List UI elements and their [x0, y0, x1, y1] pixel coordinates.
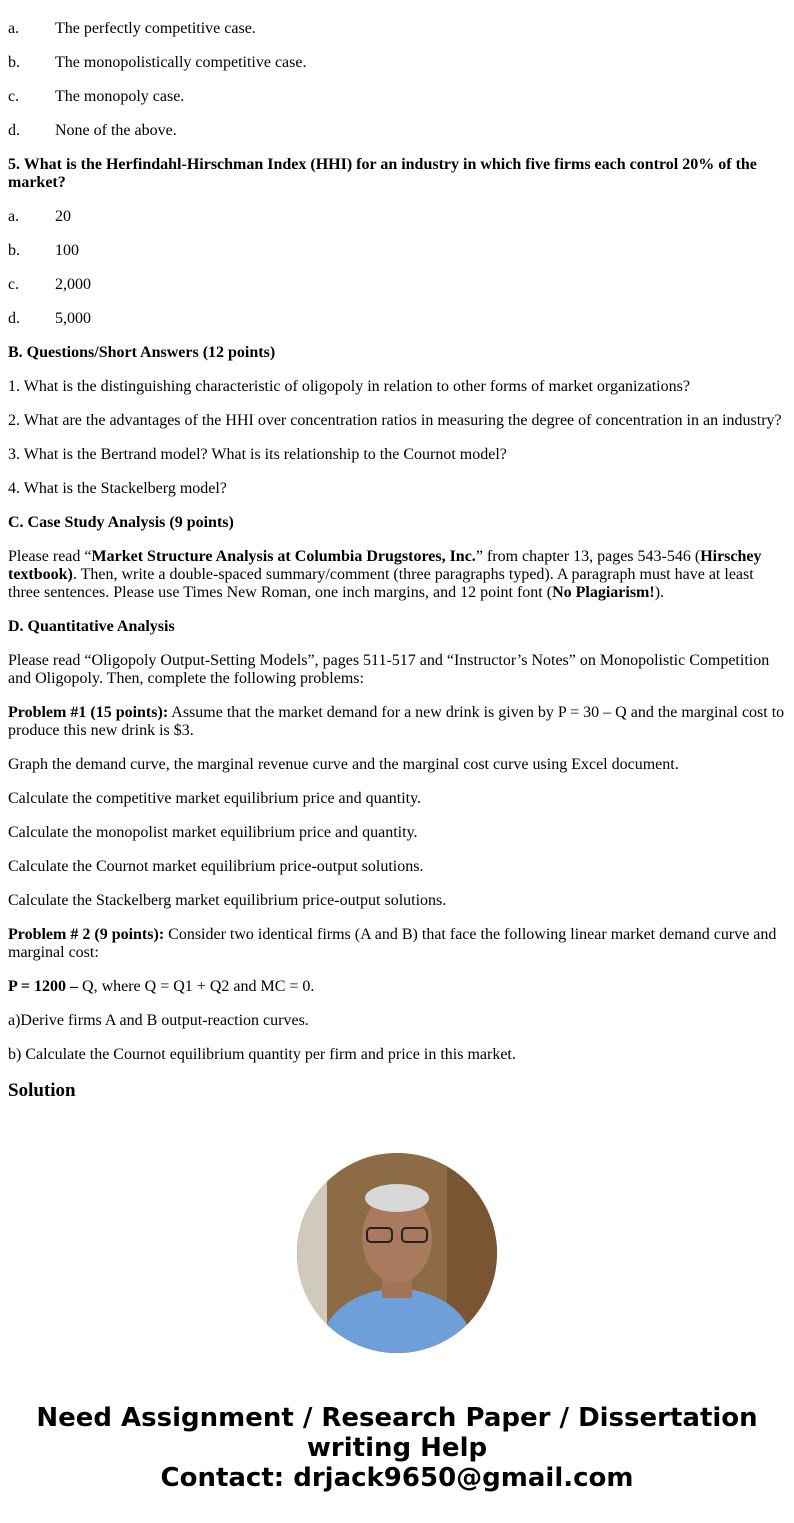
author-avatar [297, 1153, 497, 1353]
question-item: 1. What is the distinguishing characteristic of oligopoly in relation to other forms of market organizations? [8, 378, 690, 395]
q5-option-c: c. 2,000 [8, 276, 91, 293]
problem-1-item: Graph the demand curve, the marginal revenue curve and the marginal cost curve using Excel document. [8, 756, 679, 773]
q4-option-d: d. None of the above. [8, 122, 177, 139]
section-d-heading: D. Quantitative Analysis [8, 618, 175, 635]
q4-option-a: a. The perfectly competitive case. [8, 20, 256, 37]
section-c-heading: C. Case Study Analysis (9 points) [8, 514, 234, 531]
problem-1-item: Calculate the Stackelberg market equilibrium price-output solutions. [8, 892, 447, 909]
problem-1-item: Calculate the Cournot market equilibrium price-output solutions. [8, 858, 424, 875]
q4-option-b: b. The monopolistically competitive case. [8, 54, 307, 71]
problem-1-item: Calculate the competitive market equilibrium price and quantity. [8, 790, 422, 807]
problem-2-item: b) Calculate the Cournot equilibrium quantity per firm and price in this market. [8, 1046, 516, 1063]
document [8, 0, 786, 1102]
solution-heading: Solution [8, 1080, 76, 1101]
problem-1: Problem #1 (15 points): Assume that the market demand for a new drink is given by P = 30 – Q and the marginal cost to produce this new drink is $3. [8, 704, 785, 739]
section-d-intro: Please read “Oligopoly Output-Setting Models”, pages 511-517 and “Instructor’s Notes” on Monopolistic Competition and Oligopoly. Then, complete the following problems: [8, 652, 770, 687]
problem-1-item: Calculate the monopolist market equilibrium price and quantity. [8, 824, 418, 841]
case-study-text: Please read “Market Structure Analysis at Columbia Drugstores, Inc.” from chapter 13, pages 543-546 (Hirschey textbook). Then, write a double-spaced summary/comment (three paragraphs typed). A paragraph must have at least three sentences. Please use Times New Roman, one inch margins, and 12 point font (No Plagiarism!). [8, 548, 762, 601]
section-b-heading: B. Questions/Short Answers (12 points) [8, 344, 276, 361]
question-item: 4. What is the Stackelberg model? [8, 480, 227, 497]
question-item: 2. What are the advantages of the HHI over concentration ratios in measuring the degree of concentration in an industry? [8, 412, 782, 429]
q4-option-c: c. The monopoly case. [8, 88, 185, 105]
problem-2-equation: P = 1200 – Q, where Q = Q1 + Q2 and MC = 0. [8, 978, 315, 995]
problem-2: Problem # 2 (9 points): Consider two identical firms (A and B) that face the following linear market demand curve and marginal cost: [8, 926, 777, 961]
q5-option-b: b. 100 [8, 242, 79, 259]
contact-footer: Need Assignment / Research Paper / Dissertation writing Help Contact: drjack9650@gmail.com [36, 1403, 758, 1493]
q5-option-d: d. 5,000 [8, 310, 91, 327]
q5-option-a: a. 20 [8, 208, 71, 225]
q5-question: 5. What is the Herfindahl-Hirschman Index (HHI) for an industry in which five firms each control 20% of the market? [8, 156, 757, 191]
problem-2-item: a)Derive firms A and B output-reaction curves. [8, 1012, 309, 1029]
question-item: 3. What is the Bertrand model? What is its relationship to the Cournot model? [8, 446, 507, 463]
